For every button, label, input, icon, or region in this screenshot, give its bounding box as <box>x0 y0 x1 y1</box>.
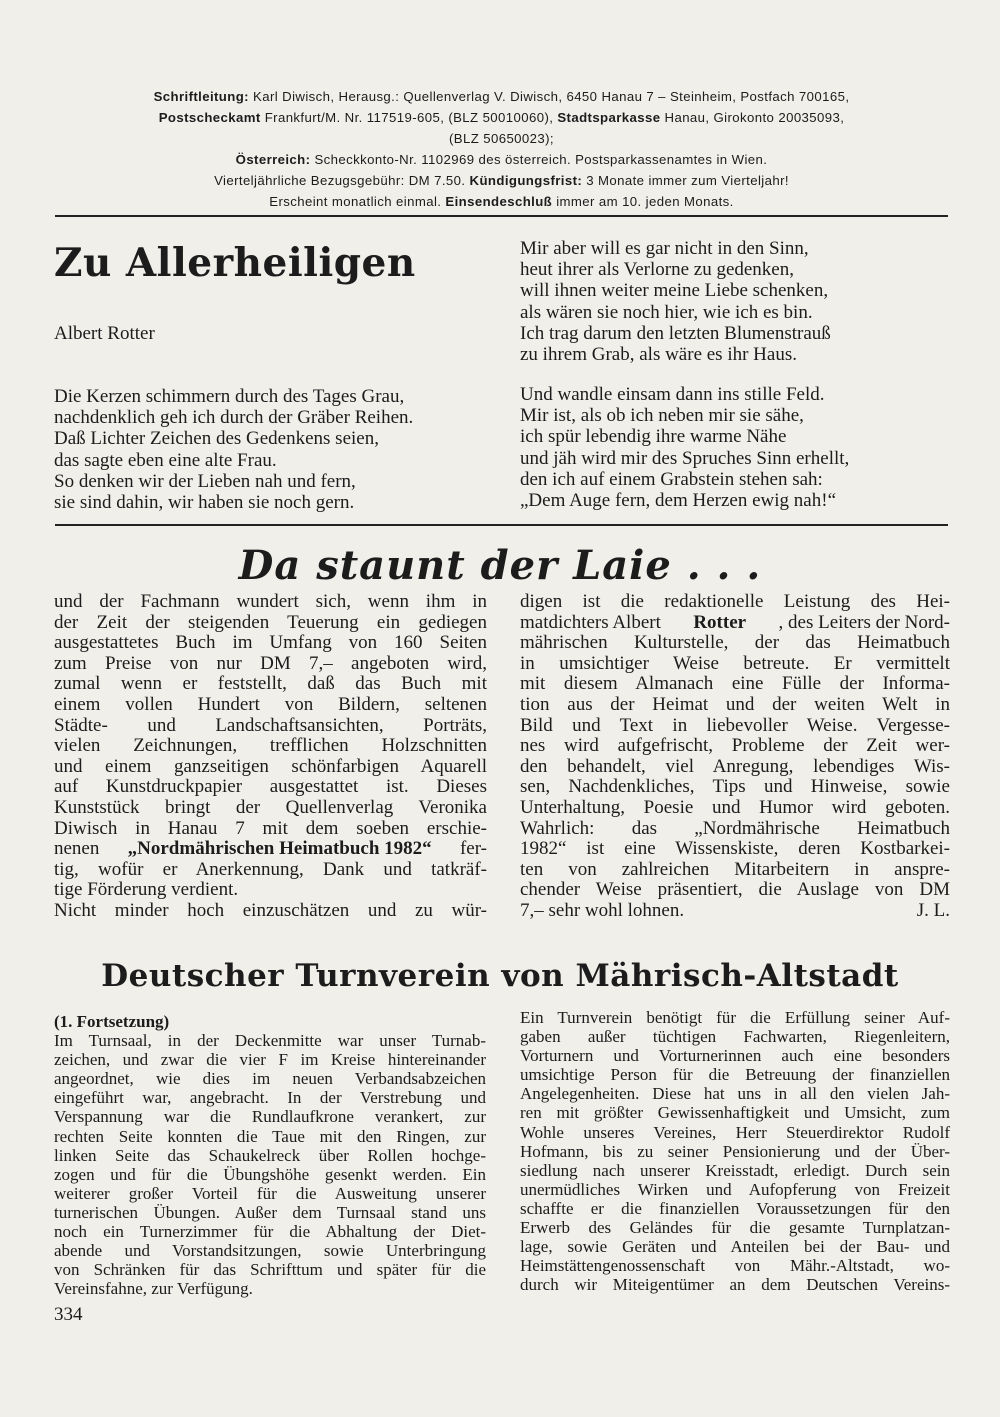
text-line: Kunststück bringt der Quellenverlag Veronika <box>54 796 487 818</box>
masthead-line <box>55 191 948 212</box>
masthead-text: immer am 10. jeden Monats. <box>552 194 734 209</box>
masthead-label: Schriftleitung: <box>153 89 249 104</box>
poem-line: So denken wir der Lieben nah und fern, <box>54 470 356 492</box>
text-line: 1982“ ist eine Wissenskiste, deren Kostbarkei- <box>520 838 950 860</box>
text-run: matdichters Albert <box>520 611 661 633</box>
poem-line: „Dem Auge fern, dem Herzen ewig nah!“ <box>520 490 836 512</box>
text-line: Vorturnern und Vorturnerinnen auch eine besonders <box>520 1046 950 1066</box>
masthead-line <box>55 170 948 191</box>
text-line: angeordnet, wie dies im neuen Verbandsabzeichen <box>54 1069 486 1089</box>
text-line: schaffte er die finanziellen Voraussetzungen für den <box>520 1198 950 1218</box>
book-title: „Nordmährischen Heimatbuch 1982“ <box>127 838 432 860</box>
masthead-text: 3 Monate immer zum Vierteljahr! <box>582 173 789 188</box>
text-run: nenen <box>54 838 100 860</box>
article-column-right <box>520 592 950 922</box>
text-line: zum Preise von nur DM 7,– angeboten wird, <box>54 652 487 674</box>
article-column-left <box>54 1012 486 1298</box>
divider-rule <box>55 524 948 526</box>
text-line: durch wir Miteigentümer an dem Deutschen Vereins- <box>520 1275 950 1295</box>
poem-line: Mir aber will es gar nicht in den Sinn, <box>520 238 809 259</box>
text-line: auf Kunstdruckpapier ausgestattet ist. Dieses <box>54 776 487 798</box>
text-line: einem vollen Hundert von Bildern, seltenen <box>54 693 487 715</box>
author-name: Rotter <box>693 611 747 633</box>
author-signature: J. L. <box>916 899 950 921</box>
text-line: mit diesem Almanach eine Fülle der Informa- <box>520 673 950 695</box>
article-subtitle: (1. Fortsetzung) <box>54 1012 170 1031</box>
text-line: Vereinsfahne, zur Verfügung. <box>54 1279 253 1299</box>
text-line: Wahrlich: das „Nordmährische Heimatbuch <box>520 817 950 839</box>
poem-line: Daß Lichter Zeichen des Gedenkens seien, <box>54 428 379 450</box>
text-run: , des Leiters der Nord- <box>778 611 950 633</box>
text-line: der Zeit der steigenden Teuerung ein gediegen <box>54 611 487 633</box>
text-line: sen, Nachdenkliches, Tips und Hinweise, sowie <box>520 776 950 798</box>
text-line: Erwerb des Geländes für die gesamte Turnplatzan- <box>520 1218 950 1238</box>
text-line: nes wird aufgefrischt, Probleme der Zeit wer- <box>520 735 950 757</box>
text-line: Im Turnsaal, in der Deckenmitte war unser Turnab- <box>54 1031 486 1051</box>
poem-stanza-3 <box>520 384 849 511</box>
poem-stanza-2 <box>520 238 831 365</box>
text-line: ten von zahlreichen Mitarbeitern in anspre- <box>520 858 950 880</box>
text-line: tig, wofür er Anerkennung, Dank und tatkräf- <box>54 858 487 880</box>
poem-stanza-1 <box>54 386 413 513</box>
text-line: mährischen Kulturstelle, der das Heimatbuch <box>520 632 950 654</box>
text-line: zeichen, und zwar die vier F im Kreise hintereinander <box>54 1050 486 1070</box>
masthead-label: Kündigungsfrist: <box>469 173 583 188</box>
masthead-label: Postscheckamt <box>158 110 261 125</box>
poem-line: will ihnen weiter meine Liebe schenken, <box>520 280 829 302</box>
text-line: tige Förderung verdient. <box>54 879 239 901</box>
text-line: in umsichtiger Weise betreute. Er vermittelt <box>520 652 950 674</box>
text-run: 7,– sehr wohl lohnen. <box>520 899 685 921</box>
poem-line: zu ihrem Grab, als wäre es ihr Haus. <box>520 344 797 366</box>
masthead-text: Hanau, Girokonto 20035093, <box>660 110 845 125</box>
poem-line: nachdenklich geh ich durch der Gräber Reihen. <box>54 407 414 429</box>
text-line: siedlung nach unserer Kreisstadt, erledigt. Durch sein <box>520 1160 950 1180</box>
poem-line: als wären sie noch hier, wie ich es bin. <box>520 301 813 323</box>
text-line: Wohle unseres Vereines, Herr Steuerdirektor Rudolf <box>520 1122 950 1142</box>
poem-line: Und wandle einsam dann ins stille Feld. <box>520 384 825 405</box>
poem-line: und jäh wird mir des Spruches Sinn erhellt, <box>520 447 850 469</box>
text-line: Angelegenheiten. Diese hat uns in all den vielen Jah- <box>520 1084 950 1104</box>
text-line: und einem ganzseitigen schönfarbigen Aquarell <box>54 755 487 777</box>
poem-line: heut ihrer als Verlorne zu gedenken, <box>520 259 794 281</box>
text-line <box>520 901 950 922</box>
text-line <box>520 613 950 634</box>
divider-rule <box>55 215 948 217</box>
text-line: digen ist die redaktionelle Leistung des Hei- <box>520 591 950 612</box>
poem-title: Zu Allerheiligen <box>54 240 416 286</box>
poem-line: Ich trag darum den letzten Blumenstrauß <box>520 322 831 344</box>
text-line: Ein Turnverein benötigt für die Erfüllung seiner Auf- <box>520 1008 950 1027</box>
text-line: zogen und für die Übungshöhe gesenkt werden. Ein <box>54 1164 486 1184</box>
text-line: ausgestattetes Buch im Umfang von 160 Seiten <box>54 632 487 654</box>
masthead-line <box>55 86 948 107</box>
poem-line: sie sind dahin, wir haben sie noch gern. <box>54 492 355 514</box>
text-line: und der Fachmann wundert sich, wenn ihm in <box>54 591 487 612</box>
poem-line: Die Kerzen schimmern durch des Tages Grau, <box>54 386 405 407</box>
text-line: umsichtige Person für die Betreuung der finanziellen <box>520 1065 950 1085</box>
text-line: tion aus der Heimat und der weiten Welt in <box>520 693 950 715</box>
text-line: weiterer großer Vorteil für die Ausweitung unserer <box>54 1183 486 1203</box>
text-line: ren mit größter Gewissenhaftigkeit und Umsicht, zum <box>520 1103 950 1123</box>
text-line: unermüdliches Wirken und Aufopferung von Freizeit <box>520 1179 950 1199</box>
poem-author: Albert Rotter <box>54 323 155 344</box>
text-line: rechten Seite konnten die Taue mit den Ringen, zur <box>54 1126 486 1146</box>
article-column-right <box>520 1008 950 1294</box>
text-line: gaben außer tüchtigen Fachwarten, Riegenleitern, <box>520 1027 950 1047</box>
text-run: fer- <box>459 838 487 860</box>
article-title: Da staunt der Laie . . . <box>238 542 762 589</box>
article-title: Deutscher Turnverein von Mährisch-Altstadt <box>101 958 899 994</box>
poem-line: Mir ist, als ob ich neben mir sie sähe, <box>520 405 804 427</box>
poem-line: ich spür lebendig ihre warme Nähe <box>520 426 787 448</box>
text-line: Verspannung war die Rundlaufkrone verankert, zur <box>54 1107 486 1127</box>
text-line: den behandelt, viel Anregung, lebendiges Wis- <box>520 755 950 777</box>
masthead <box>55 86 948 212</box>
masthead-text: Karl Diwisch, Herausg.: Quellenverlag V. Diwisch, 6450 Hanau 7 – Steinheim, Postfach 700165, <box>248 89 850 104</box>
text-line: linken Seite das Schaukelreck über Rollen hochge- <box>54 1145 486 1165</box>
text-line: abende und Vorstandsitzungen, sowie Unterbringung <box>54 1241 486 1261</box>
text-line: Nicht minder hoch einzuschätzen und zu wür- <box>54 899 487 921</box>
text-line <box>54 839 487 860</box>
text-line: Bild und Text in liebevoller Weise. Vergesse- <box>520 714 950 736</box>
text-line: vielen Zeichnungen, trefflichen Holzschnitten <box>54 735 487 757</box>
text-line: von Schränken für das Schrifttum und später für die <box>54 1260 486 1280</box>
page-number: 334 <box>54 1304 83 1325</box>
masthead-label: Stadtsparkasse <box>557 110 661 125</box>
masthead-line <box>55 149 948 170</box>
text-line: Hofmann, bis zu seiner Pensionierung und der Über- <box>520 1141 950 1161</box>
text-line: chender Weise präsentiert, die Auslage von DM <box>520 879 950 901</box>
text-line: eingeführt war, angebracht. In der Verstrebung und <box>54 1088 486 1108</box>
masthead-text: Vierteljährliche Bezugsgebühr: DM 7.50. <box>214 173 470 188</box>
article-column-left <box>54 592 487 922</box>
text-line: noch ein Turnerzimmer für die Abhaltung der Diet- <box>54 1222 486 1242</box>
text-line: turnerischen Übungen. Außer dem Turnsaal stand uns <box>54 1202 486 1222</box>
text-line: Unterhaltung, Poesie und Humor wird geboten. <box>520 796 950 818</box>
masthead-label: Einsendeschluß <box>445 194 553 209</box>
masthead-line: (BLZ 50650023); <box>449 131 554 146</box>
text-line: Städte- und Landschaftsansichten, Porträts, <box>54 714 487 736</box>
text-line: Diwisch in Hanau 7 mit dem soeben erschie- <box>54 817 487 839</box>
masthead-text: Scheckkonto-Nr. 1102969 des österreich. Postsparkassenamtes in Wien. <box>310 152 768 167</box>
masthead-text: Erscheint monatlich einmal. <box>269 194 446 209</box>
text-line: zumal wenn er feststellt, daß das Buch mit <box>54 673 487 695</box>
poem-line: das sagte eben eine alte Frau. <box>54 449 277 471</box>
text-line: Heimstättengenossenschaft von Mähr.-Altstadt, wo- <box>520 1256 950 1276</box>
poem-line: den ich auf einem Grabstein stehen sah: <box>520 468 823 490</box>
masthead-text: Frankfurt/M. Nr. 117519-605, (BLZ 50010060), <box>260 110 558 125</box>
masthead-line <box>55 107 948 128</box>
text-line: lage, sowie Geräten und Anteilen bei der Bau- und <box>520 1237 950 1257</box>
masthead-label: Österreich: <box>235 152 311 167</box>
